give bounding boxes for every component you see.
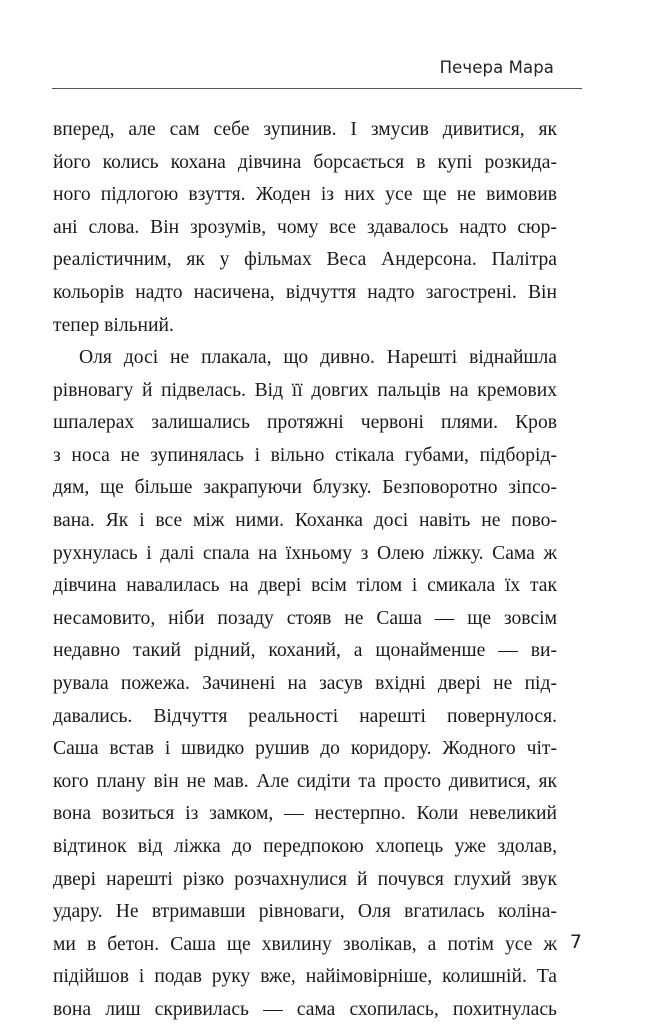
text-line: несамовито, ніби позаду стояв не Саша — ще зовсім <box>53 607 557 629</box>
text-line: вона возиться із замком, — нестерпно. Коли невеликий <box>53 803 557 825</box>
header-divider <box>52 88 582 89</box>
text-line: ані слова. Він зрозумів, чому все здавалось надто сюр- <box>53 216 557 238</box>
text-line: з носа не зупинялась і вільно стікала губами, підборід- <box>53 444 557 466</box>
text-line: ми в бетон. Саша ще хвилину зволікав, а потім усе ж <box>53 933 557 955</box>
text-line: відтинок від ліжка до передпокою хлопець уже здолав, <box>53 835 557 857</box>
page-number: 7 <box>569 931 582 953</box>
text-line: тепер вільний. <box>53 314 174 336</box>
text-line: підійшов і подав руку вже, найімовірніше, колишній. Та <box>53 966 557 988</box>
text-line: недавно такий рідний, коханий, а щонайменше — ви- <box>53 640 557 662</box>
text-line: рувала пожежа. Зачинені на засув вхідні двері не під- <box>53 672 557 694</box>
text-line: давались. Відчуття реальності нарешті повернулося. <box>53 705 557 727</box>
text-line: реалістичним, як у фільмах Веса Андерсона. Палітра <box>53 249 557 271</box>
text-line: удару. Не втримавши рівноваги, Оля вгатилась коліна- <box>53 901 557 923</box>
text-line: Саша встав і швидко рушив до коридору. Жодного чіт- <box>53 738 557 760</box>
running-header-title: Печера Мара <box>439 58 554 77</box>
text-line: дям, ще більше закрапуючи блузку. Безповоротно зіпсо- <box>53 477 557 499</box>
text-line: його колись кохана дівчина борсається в купі розкида- <box>53 151 557 173</box>
text-line: двері нарешті різко розчахнулися й почувся глухий звук <box>53 868 557 890</box>
text-line: ного підлогою взуття. Жоден із них усе ще не вимовив <box>53 184 557 206</box>
paragraph-1 <box>53 114 557 342</box>
paragraph-2 <box>53 342 557 1026</box>
text-line: рухнулась і далі спала на їхньому з Олею ліжку. Сама ж <box>53 542 557 564</box>
text-line: кольорів надто насичена, відчуття надто загострені. Він <box>53 281 557 303</box>
text-line: вона лиш скривилась — сама схопилась, похитнулась <box>53 998 557 1020</box>
text-line: кого плану він не мав. Але сидіти та просто дивитися, як <box>53 770 557 792</box>
text-line: рівновагу й підвелась. Від її довгих пальців на кремових <box>53 379 557 401</box>
text-line: вана. Як і все між ними. Коханка досі навіть не пово- <box>53 509 557 531</box>
text-line: Оля досі не плакала, що дивно. Нарешті віднайшла <box>79 347 557 368</box>
text-line: дівчина навалилась на двері всім тілом і смикала їх так <box>53 575 557 597</box>
text-line: шпалерах залишались протяжні червоні плями. Кров <box>53 412 557 434</box>
text-line: вперед, але сам себе зупинив. І змусив дивитися, як <box>53 119 557 140</box>
